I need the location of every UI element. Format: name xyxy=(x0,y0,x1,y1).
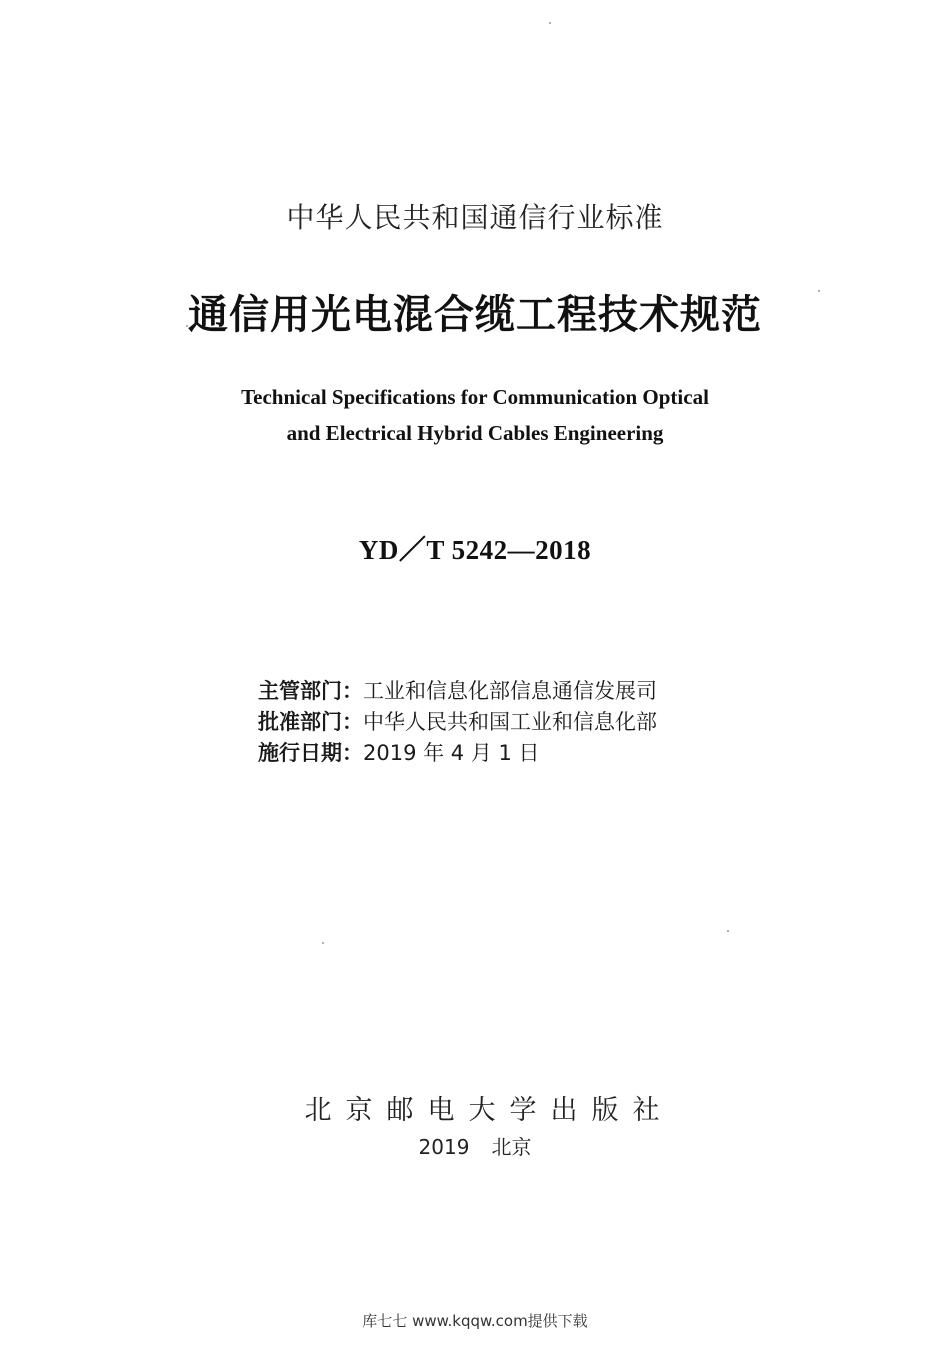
effective-date-label: 施行日期： xyxy=(258,741,363,765)
competent-department-label: 主管部门： xyxy=(258,679,363,703)
document-title-english-line1: Technical Specifications for Communication Optical xyxy=(241,385,709,409)
document-title-english-line2: and Electrical Hybrid Cables Engineering xyxy=(286,421,664,445)
document-title-chinese: 通信用光电混合缆工程技术规范 xyxy=(188,292,762,338)
effective-date-row xyxy=(258,738,657,769)
approving-department-value: 中华人民共和国工业和信息化部 xyxy=(363,710,657,734)
publication-city: 北京 xyxy=(491,1135,532,1159)
download-watermark: 库七七 www.kqqw.com提供下载 xyxy=(362,1312,588,1330)
industry-standard-label: 中华人民共和国通信行业标准 xyxy=(286,201,664,234)
standard-code: YD／T 5242—2018 xyxy=(358,535,592,565)
publication-year: 2019 xyxy=(418,1135,470,1159)
scan-speck xyxy=(549,22,551,24)
competent-department-row xyxy=(258,676,657,707)
publication-info xyxy=(0,1131,950,1160)
scan-speck xyxy=(727,930,729,932)
approving-department-row xyxy=(258,707,657,738)
competent-department-value: 工业和信息化部信息通信发展司 xyxy=(363,679,657,703)
approving-department-label: 批准部门： xyxy=(258,710,363,734)
effective-date-value: 2019 年 4 月 1 日 xyxy=(363,741,540,765)
publisher-name: 北京邮电大学出版社 xyxy=(304,1095,674,1126)
scan-speck xyxy=(322,942,324,944)
metadata-block xyxy=(258,676,657,769)
